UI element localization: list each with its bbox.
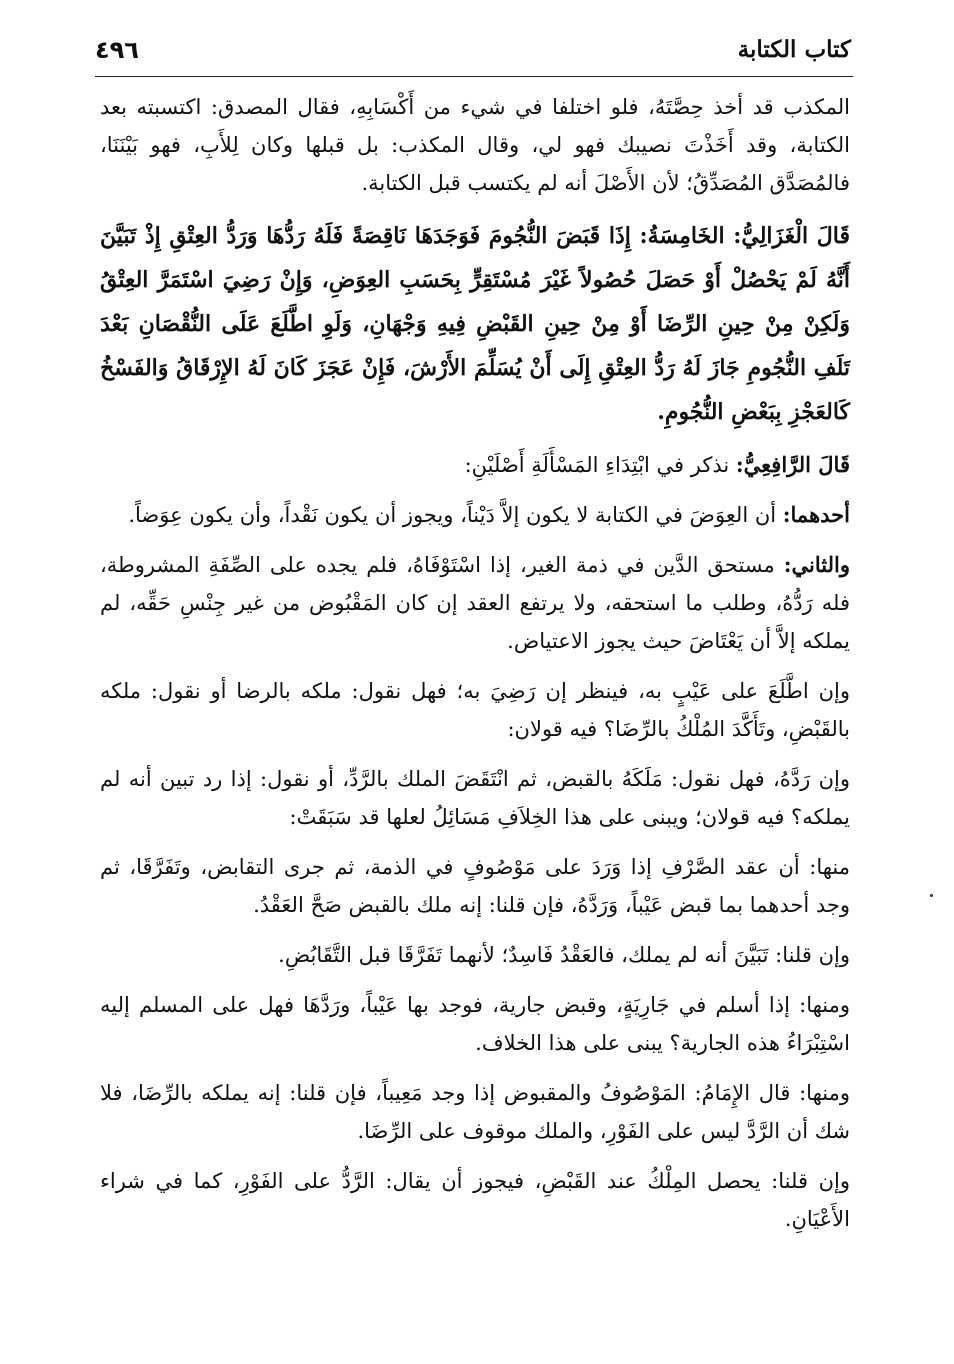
paragraph-text: ومنها: قال الإِمَامُ: المَوْصُوفُ والمقبوض إذا وجد مَعِيباً، فإن قلنا: إنه يملكه بالرِّضَا، فلا شك أن الرَّدَّ ليس على الفَوْرِ، والملك موقوف على الرِّضَا. [100,1081,850,1143]
paragraph-12 [100,1162,850,1238]
paragraph-text: إِذَا قَبَضَ النُّجُومَ فَوَجَدَهَا نَاقِصَةً فَلَهُ رَدُّهَا وَرَدُّ العِتْقِ إِذْ تَبَيَّنَ أَنَّهُ لَمْ يَحْصُلْ أَوْ حَصَلَ حُصُولاً غَيْرَ مُسْتَقِرٍّ بِحَسَبِ العِوَضِ، وَإِنْ رَضِيَ اسْتَمَرَّ العِتْقُ وَلَكِنْ مِنْ حِينِ الرِّضَا أَوْ مِنْ حِينِ القَبْضِ فِيهِ وَجْهَانِ، وَلَوِ اطَّلَعَ عَلَى النُّقْصَانِ بَعْدَ تَلَفِ النُّجُومِ جَازَ لَهُ رَدُّ العِتْقِ إِلَى أَنْ يُسَلِّمَ الأَرْشَ، فَإِنْ عَجَزَ كَانَ لَهُ الإِرْقَاقُ وَالفَسْخُ كَالعَجْزِ بِبَعْضِ النُّجُومِ. [100,223,850,425]
body-text [100,88,850,1250]
paragraph-10 [100,986,850,1062]
paragraph-9 [100,936,850,974]
paragraph-lead: أحدهما: [782,502,850,527]
section-title: كتاب الكتابة [737,36,851,63]
paragraph-6 [100,672,850,748]
paragraph-lead: قَالَ الْغَزَالِيُّ: الخَامِسَةُ: [639,223,850,249]
paragraph-text: وإن رَدَّهُ، فهل نقول: مَلَكَهُ بالقبض، ثم انْتَقَضَ الملك بالرَّدِّ، أو نقول: إذا رد تبين أنه لم يملكه؟ فيه قولان؛ ويبنى على هذا الخِلاَفِ مَسَائِلُ لعلها قد سَبَقَتْ: [100,767,850,829]
paragraph-text: وإن قلنا: تَبَيَّنَ أنه لم يملك، فالعَقْدُ فَاسِدٌ؛ لأنهما تَفَرَّقَا قبل التَّقَابُضِ. [278,943,850,967]
paragraph-text: نذكر في ابْتِدَاءِ المَسْأَلَةِ أَصْلَيْنِ: [464,453,730,477]
page-number: ٤٩٦ [95,36,139,64]
paragraph-first-principle [100,496,850,534]
paragraph-lead: والثاني: [783,552,850,577]
paragraph-text: المكذب قد أخذ حِصَّتَهُ، فلو اختلفا في شيء من أَكْسَابِهِ، فقال المصدق: اكتسبته بعد الكتابة، وقد أَخَذْتَ نصيبك فهو لي، وقال المكذب: بل قبلها وكان لِلأَبِ، فهو بَيْنَنَا، فالمُصَدَّق المُصَدِّقُ؛ لأن الأَصْلَ أنه لم يكتسب قبل الكتابة. [100,95,850,195]
paragraph-ghazali [100,214,850,434]
paragraph-text: منها: أن عقد الصَّرْفِ إذا وَرَدَ على مَوْصُوفٍ في الذمة، ثم جرى التقابض، وتَفَرَّقَا، ثم وجد أحدهما بما قبض عَيْباً، وَرَدَّهُ، فإن قلنا: إنه ملك بالقبض صَحَّ العَقْدُ. [100,855,850,917]
paragraph-1 [100,88,850,202]
paragraph-text: أن العِوَضَ في الكتابة لا يكون إلاَّ دَيْناً، ويجوز أن يكون نَقْداً، وأن يكون عِوَضاً. [128,503,777,527]
scan-speck [930,894,933,897]
header-divider [95,76,853,77]
paragraph-11 [100,1074,850,1150]
paragraph-text: ومنها: إذا أسلم في جَارِيَةٍ، وقبض جارية، فوجد بها عَيْباً، ورَدَّهَا فهل على المسلم إليه اسْتِبْرَاءُ هذه الجارية؟ يبنى على هذا الخلاف. [100,993,850,1055]
paragraph-7 [100,760,850,836]
paragraph-text: وإن قلنا: يحصل المِلْكُ عند القَبْضِ، فيجوز أن يقال: الرَّدُّ على الفَوْرِ، كما في شراء الأَعْيَانِ. [100,1169,850,1231]
paragraph-text: مستحق الدَّين في ذمة الغير، إذا اسْتَوْفَاهُ، فلم يجده على الصِّفَةِ المشروطة، فله رَدُّهُ، وطلب ما استحقه، ولا يرتفع العقد إن كان المَقْبُوض من غير جِنْسِ حَقِّه، لم يملكه إلاَّ أن يَعْتَاضَ حيث يجوز الاعتياض. [100,553,850,653]
running-header [95,30,851,70]
paragraph-text: وإن اطَّلَعَ على عَيْبٍ به، فينظر إن رَضِيَ به؛ فهل نقول: ملكه بالرضا أو نقول: ملكه بالقَبْضِ، وتَأَكَّدَ المُلْكُ بالرِّضَا؟ فيه قولان: [100,679,850,741]
paragraph-8 [100,848,850,924]
paragraph-lead: قَالَ الرَّافِعِيُّ: [735,452,850,477]
paragraph-rafii [100,446,850,484]
paragraph-second-principle [100,546,850,660]
